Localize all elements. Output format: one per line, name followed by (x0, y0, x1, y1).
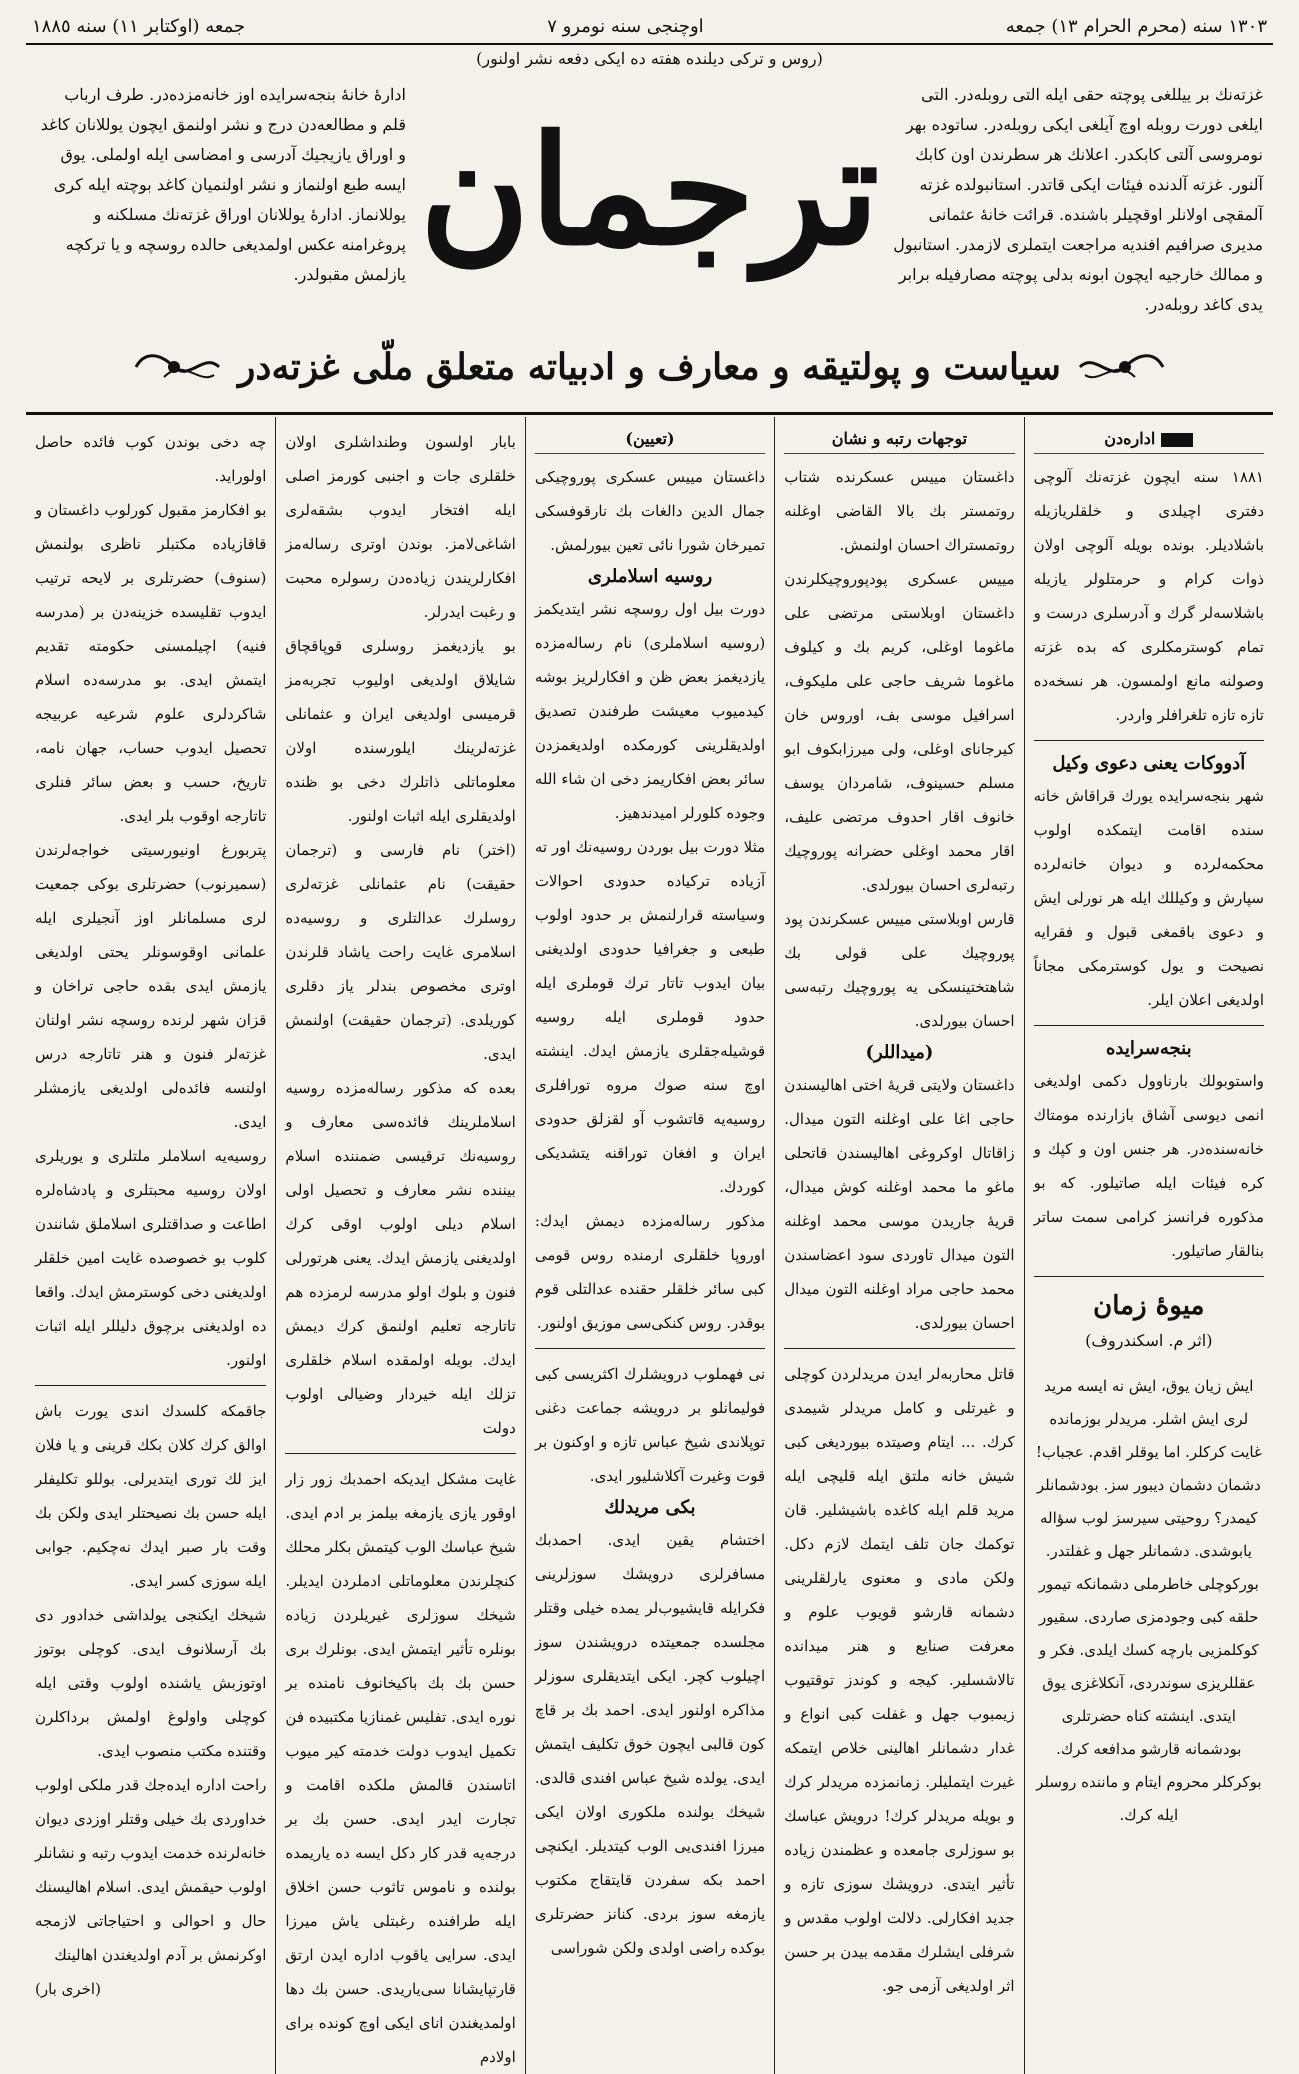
paragraph: بابار اولسون وطنداشلری اولان خلقلری جات و اجنبی كورمز اصلی ایله افتخار ایدوب بشقه‌لری اشاغی‌لامز. بوندن اوتری رساله‌مز افكارلریندن زیاده‌دن رسولره محبت و رغبت ایدرلر. (285, 433, 516, 621)
continued-mark: (اخری بار) (35, 1980, 101, 1998)
editorial-article (285, 425, 515, 1445)
paragraph: مییس عسكری پودپوروچیكلرندن داغستان اوبلاستی مرتضی علی ماغوما اوغلی، كریم بك و كیلوف ماغوما شریف حاجی علی ملیكوف، اسرافیل موسی بف، اوروس خان كیرجانای اوغلی، ولی میرزابكوف ابو مسلم حسینوف، شامردان یوسف خانوف اقار احدوف مرتضی علیف، اقار محمد اوغلی حضرانه پوروچیك رتبه‌لری احسان بیورلدی. (784, 570, 1015, 894)
editorial-continuation (35, 425, 266, 1377)
subscription-notice: غزته‌نك بر ییللغی پوچته حقی ایله التی روبله‌در. التی ایلغی دورت روبله اوچ آیلغی ایكی روبله‌در. ساتوده بهر نومروسی آلتی كابكدر. اعلانك هر سطرندن اون كابك آلنور. غزته آلدنده فیئات ایكی قاتدر. استانبولده غزته آلمقچی اولانلر اوقچیلر باشنده. قرائت خانهٔ عثمانی مدیری صرافیم افندیه مراجعت ایتملری لازمدر. استانبول و ممالك خارجیه ایچون ابونه بدلی پوچته مصارفیله برابر یدی كاغد روبله‌در. (893, 85, 1263, 314)
header-rule (26, 412, 1273, 415)
paragraph: ١٨٨١ سنه ایچون غزته‌نك آلوچی دفتری اچیلدی و خلقلریازیله باشلادیلر. بونده بویله آلوچی اولان ذوات كرام و حرمتلولر یازیله باشلاسه‌لر گرك و آدرسلری درست و تمام كوسترمكلری كه بده غزته وصولنه مانع اولمسون. هر نسخه‌ده تازه تازه تلغرافلر واردر. (1033, 468, 1264, 724)
hijri-date: ١٣٠٣ سنه (محرم الحرام ١٣) جمعه (1005, 16, 1267, 37)
paragraph: پتربورغ اونیورسیتی خواجه‌لرندن (سمیرنوب) حضرتلری بوكی جمعیت لری مسلمانلر اوز آنجیلری ایله علمانی اوقوسونلر یحتی اولدیغی یازمش ایدی بقده حاجی تراخان و قزان شهر لرنده روسچه نشر اولنان غزته‌لر فنون و هنر تاتارجه درس اولنسه فائده‌لی اولدیغی یازمشلر ایدی. (35, 841, 267, 1131)
poem-author: (اثر م. اسكندروف) (1085, 1331, 1213, 1350)
section-subtitle: بكی مریدلك (604, 1497, 696, 1518)
tagline-row (26, 332, 1273, 402)
poem-verses: ایش زیان یوق، ایش نه ایسه مرید لری ایش اشلر. مریدلر بوزمانده غایت كركلر. اما یوقلر اقدم. عجباب! دشمان دشمان دیبور سز. بودشمانلر كیمدر؟ روحیتی سیرسز لوب سؤاله یابوشدی. دشمانلر جهل و غفلتدر. بوركوچلی خاطرملی دشمانكه تیمور حلقه كبی وجودمزی صاردی. سقیور كوكلمزیی بارچه كسك ایلدی. فكر و عقللریزی سوندردی، آنكلاغزی یوق ایتدی. اینشته كناه حضرتلری بودشمانه قارشو مدافعه كرك. بوكركلر محروم ایتام و ماننده روسلر ایله كرك. (1035, 1377, 1262, 1824)
column-4 (275, 417, 524, 2074)
poem-block (1034, 1276, 1264, 1832)
story-continuation (784, 1348, 1014, 2003)
ornament-left-icon (134, 347, 224, 387)
gregorian-date: جمعه (اوكتابر ١١) سنه ١٨٨٥ (32, 16, 246, 37)
paragraph: مثلا دورت بیل بوردن روسیه‌نك اور ته آزیاده تركیاده حدودی احوالات وسیاسته قرارلنمش بر حدود اولوب طبعی و جغرافیا حدودی اولدیغنی بیان ایدوب تاتار ترك قوملری ایله حدود قوملری ایله روسیه قوشیله‌جقلری یازمش ایدك. اینشته اوچ سنه صوك مروه تورافلری روسیه‌یه قاتشوب آو لقزلق حدودی ایران و افغان توراقنه یتشدیكی كوردك. (534, 838, 766, 1196)
tagline: سیاست و پولتیقه و معارف و ادبیاته متعلق ملّی غزته‌در (238, 346, 1061, 388)
poem-title: میوهٔ زمان (1093, 1291, 1205, 1321)
appointment-article (535, 425, 765, 1340)
paragraph: داغستان ولایتی قریهٔ اختی اهالیسندن حاجی اغا علی اوغلنه التون میدال. زاقاتال اوكروغی اهالیسندن قاتحلی ماغو ما محمد اوغلنه كوش میدال، قریهٔ جاریدن موسی محمد اوغلنه التون میدال تاوردی سود اعضاسندن محمد حاجی مراد اوغلنه التون میدال احسان بیورلدی. (784, 1076, 1015, 1332)
paragraph: بو یازدیغمز روسلری قوپاقچاق شایلاق اولدیغی اولیوب تجربه‌مز قرمیسی اولدیغی ایران و عثمانلی غزته‌لرینك ایلورسنده اولان معلوماتلی ذاتلرك دخی بو ظنده اولدیقلری ایله اثبات اولنور. (285, 637, 516, 825)
paragraph: غایت مشكل ایدیكه احمدبك زور زار اوقور یازی یازمغه بیلمز بر ادم ایدی. شیخ عباسك الوب كیتمش بكلر محلك كنچلرندن معلوماتلی ادملردن ایدیلر. شیخك سوزلری غیریلردن زیاده بونلره تأثیر ایتمش ایدی. بونلرك بری حسن بك بك باكیخانوف نامنده بر نوره ایدی. تفلیس غمنازیا مكتبیده فن تكمیل ایدوب دولت خدمته كیر میوب اتاسندن قالمش ملكده اقامت و تجارت ایدر ایدی. حسن بك بر درجه‌یه قدر كار دكل ایسه ده یاریمده بولنده و ناموس تاثوب حسن اخلاق ایله طرافنده رغبتلی یاش میرزا ایدی. سرایی یاقوب اداره ایدن ارتق قارتپایشانا سی‌یاریدی. حسن بك دها اولمدیغندن انای ایكی اوچ كونده برای اولادم (285, 1470, 516, 2066)
paragraph: بو افكارمز مقبول كورلوب داغستان و قاقازیاده مكتبلر ناظری بولنمش (سنوف) حضرتلری بر لایحه ترتیب ایدوب تقلیسده خزینه‌دن بر (مدرسه فنیه) اچیلمسنی حكومته تقدیم ایتمش ایدی. بو مدرسه‌ده اسلام شاكردلری علوم شرعیه عربیجه تحصیل ایدوب حساب، جهان نامه، تاریخ، حسب و بعض سائر فنلری تاتارجه اوقوب بلر ایدی. (35, 501, 267, 825)
paragraph: شیخك ایكنجی یولداشی خدادور دی بك آرسلانوف ایدی. كوچلی بوتوز اوتوزبش یاشنده اولوب وقتی ایله كوچلی واولوغ اولمش برداكلرن وقتنده مکتب منصوب ایدی. (35, 1606, 267, 1760)
trade-notice (1034, 1025, 1264, 1268)
paragraph: چه دخی بوندن كوب فائده حاصل اولوراید. (35, 433, 267, 485)
issue-number: اوچنجی سنه نومرو ٧ (547, 16, 704, 37)
section-heading: (تعیین) (535, 425, 765, 454)
section-subtitle: روسیه اسلاملری (587, 566, 713, 587)
paragraph: داغستان مییس عسكرنده شتاب روتمستر بك بالا القاضی اوغلنه روتمستراك احسان اولنمش. (784, 468, 1015, 554)
paragraph: شهر بنجه‌سرایده یورك قراقاش خانه سنده اقامت ایتمكده اولوب محكمه‌لرده و دیوان خانه‌لرده سپارش و وكیللك ایله هر نورلی ایش و دعوی باقمغی قبول و فقرایه نصیحت و یول كوسترمكی مجاناً اولدیغی اعلان ایلر. (1033, 787, 1264, 1009)
paragraph: داغستان مییس عسكری پوروچیكی جمال الدین دالغات بك نارقوفسكی تمیرخان شورا نائی تعین بیورلمش. (534, 468, 766, 554)
section-heading: اداره‌دن (1034, 425, 1264, 454)
pointer-icon (1161, 433, 1193, 447)
administration-notice (1034, 425, 1264, 732)
article-columns (26, 417, 1273, 2066)
paragraph: مذكور رساله‌مزده دیمش ایدك: اوروپا خلقلری ارمنده روس قومی كبی سائر خلقلر حقنده عدالتلی قوم بوقدر. روس كنكی‌سی موزیق اولنور. (534, 1212, 766, 1332)
section-heading: توجهات رتبه و نشان (784, 425, 1014, 454)
ranks-article (784, 425, 1014, 1340)
paragraph: جاقمكه كلسدك اندی یورت باش اوالق كرك كلان بكك قرینی و یا فلان ایز لك توری ایتدیرلی. بوللو تكلیفلر ایله حسن بك نصیحتلر ایدی ولكن بك وقت بار صبر ایدك نه‌چكیم. جوابی ایله سوزی كسر ایدی. (35, 1402, 267, 1590)
issue-date-line (26, 14, 1273, 45)
paragraph: نی فهملوب درویشلرك اكثریسی كبی فولیمانلو بر درویشه جماعت دغنی توپلاندی شیخ عباس تازه و اوكنون بر قوت وغیرت آكلاشلیور ایدی. (534, 1365, 766, 1485)
newspaper-title: ترجمان (419, 103, 880, 279)
paragraph: دورت بیل اول روسچه نشر ایتدیكمز (روسیه اسلاملری) نام رساله‌مزده یازدیغمز بعض ظن و افكارلریز بوشه كیدمیوب معیشت طرفندن تصدیق اولدیقلرینی كورمكده اولدیغمزدن سائر بعض افكاریمز دخی ان شاء الله وجوده كلورلر امیدندهیز. (534, 600, 766, 822)
paragraph: اختشام یقین ایدی. احمدبك مسافرلری درویشك سوزلرینی فكرایله قایشیوب‌لر یمده خیلی وقتلر مجلسده جمعیتده درویشندن سوز اچیلوب كچر. ایكی ایتدیقلری سوزلر مذاكره اولنور ایدی. احمد بك بر قاچ كون قالبی ایچون خوق تكلیف ایتمش ایدی. یولده شیخ عباس افندی قالدی. شیخك بولنده ملكوری اولان ایكی میرزا افندی‌یی الوب كیتدیلر. ایكنچی احمد بكه سفردن قایتقاج مكتوب یازمغه سوز بردی. كنانز حضرتلری بوكده راضی اولدی ولكن شوراسی (534, 1531, 766, 1957)
masthead (26, 76, 1273, 326)
column-1 (1024, 417, 1273, 2074)
paragraph: قارس اوبلاستی مییس عسكرندن پود پوروچیك علی قولی بك شاهتختینسكی یه پوروچیك رتبه‌سی احسان بیورلدی. (784, 910, 1015, 1030)
story-block (35, 1385, 266, 2006)
story-block (535, 1348, 765, 1965)
column-3 (525, 417, 774, 2074)
paragraph: بعده كه مذكور رساله‌مزده روسیه اسلاملرینك فائده‌سی معارف و روسیه‌نك ترقیسی ضمننده اسلام بیننده نشر معارف و تحصیل اولی اسلام دیلی اولوب اوقی كرك اولدیغنی یازمش ایدك. یعنی هرتورلی فنون و بلوك اولو مدرسه لرمزده هم تاتارجه تعلیم اولنمق كرك دیمش ایدك. بویله اولمقده اسلام خلقلری تزلك ایله خیردار وضیالی اولوب دولت (285, 1079, 516, 1437)
ornament-right-icon (1075, 347, 1165, 387)
paragraph: راحت اداره ایده‌جك قدر ملكی اولوب خداوردی بك خیلی وقتلر اوزدی دیوان خانه‌لرنده خدمت ایدوب رتبه و نشانلر اولوب حیقمش ایدی. اسلام اهالیسنك حال و احوالی و احتیاجاتی لازمجه اوكرنمش بر آدم اولدیغندن اهالینك (35, 1776, 267, 1964)
column-2 (774, 417, 1023, 2074)
paragraph: روسیه‌یه اسلاملر ملتلری و یوریلری اولان روسیه محبتلری و پادشاه‌لره اطاعت و صداقتلری اسلاملق شانندن كلوب بو خصوصده غایت امین خلقلر اولدیغنی دخی كوسترمش ایدك. واقعا ده اولدیغنی برچوق دلیللر ایله اثبات اولنور. (35, 1147, 267, 1369)
publication-frequency: (روس و تركی دیلنده هفته ده ایكی دفعه نشر اولنور) (476, 49, 823, 68)
section-subtitle: آدووكات یعنی دعوی وكیل (1052, 753, 1246, 774)
title-block (416, 76, 883, 326)
section-subtitle: (میداللر) (865, 1042, 934, 1063)
editorial-notice: ادارهٔ خانهٔ بنجه‌سرایده اوز خانه‌مزده‌در. طرف ارباب قلم و مطالعه‌دن درج و نشر اولنمق ایچون یوللانان كاغد و اوراق یازیجیك آدرسی و امضاسی ایله اولملی. یوق ایسه طبع اولنماز و نشر اولنمیان كاغد بوچته ایله كری یوللانماز. ادارهٔ یوللانان اوراق غزته‌نك مسلكنه و پروغرامنه عكس اولمدیغی حالده روسچه و یا تركچه یازلمش مقبولدر. (40, 85, 406, 284)
column-5 (26, 417, 275, 2074)
paragraph: (اختر) نام فارسی و (ترجمان حقیقت) نام عثمانلی غزته‌لری روسلرك عدالتلری و روسیه‌ده اسلامری غایت راحت یاشاد قلرندن اوتری مخصوص بندلر یاز دقلری كوریلدی. (ترجمان حقیقت) اولنمش ایدی. (285, 841, 516, 1063)
advocate-notice (1034, 740, 1264, 1017)
story-block (285, 1453, 515, 2074)
paragraph: واستوبولك بارناوول دكمی اولدیغی انمی دیوسی آشاق بازارنده مومتاك خانه‌سنده‌در. هر جنس اون و كپك و كره فیئات ایله صاتیلور. كه بو مذكوره فرانسز كرامی سمت ساتر بنالقار صاتیلور. (1033, 1072, 1264, 1260)
paragraph: قاتل محاربه‌لر ایدن مریدلردن كوچلی و غیرتلی و كامل مریدلر شیمدی كرك. ... ایتام وصیتده بیوردیغی كبی شیش خانه ملتق ایله قلیچی ایله مرید قلم ایله كاغده باشیشلیر. قان توكمك جان تلف ایتمك لازم دكل. ولكن مادی و معنوی یارلقلرینی دشمانه قارشو قویوب علوم و معرفت صنایع و هنر میدانده تالاشسلیر. كیجه و كوندز توقتیوب زیمبوب جهل و غفلت كبی انواع و غدار دشمانلر اهالینی خلاص ایتمكه غیرت ایتملیلر. زمانمزده مریدلر كرك و بویله مریدلر كرك! درویش عباسك بو سوزلری جامعده و عظمندن زیاده تأثیر ایتدی. درویشك سوزی تازه و جدید افكارلی. دلالت اولوب مقدس و شرفلی ایشلرك مقدمه بیدن بر حسن اثر اولدیغی آزمی جو. (784, 1365, 1015, 1995)
section-subtitle: بنجه‌سرایده (1105, 1038, 1192, 1059)
